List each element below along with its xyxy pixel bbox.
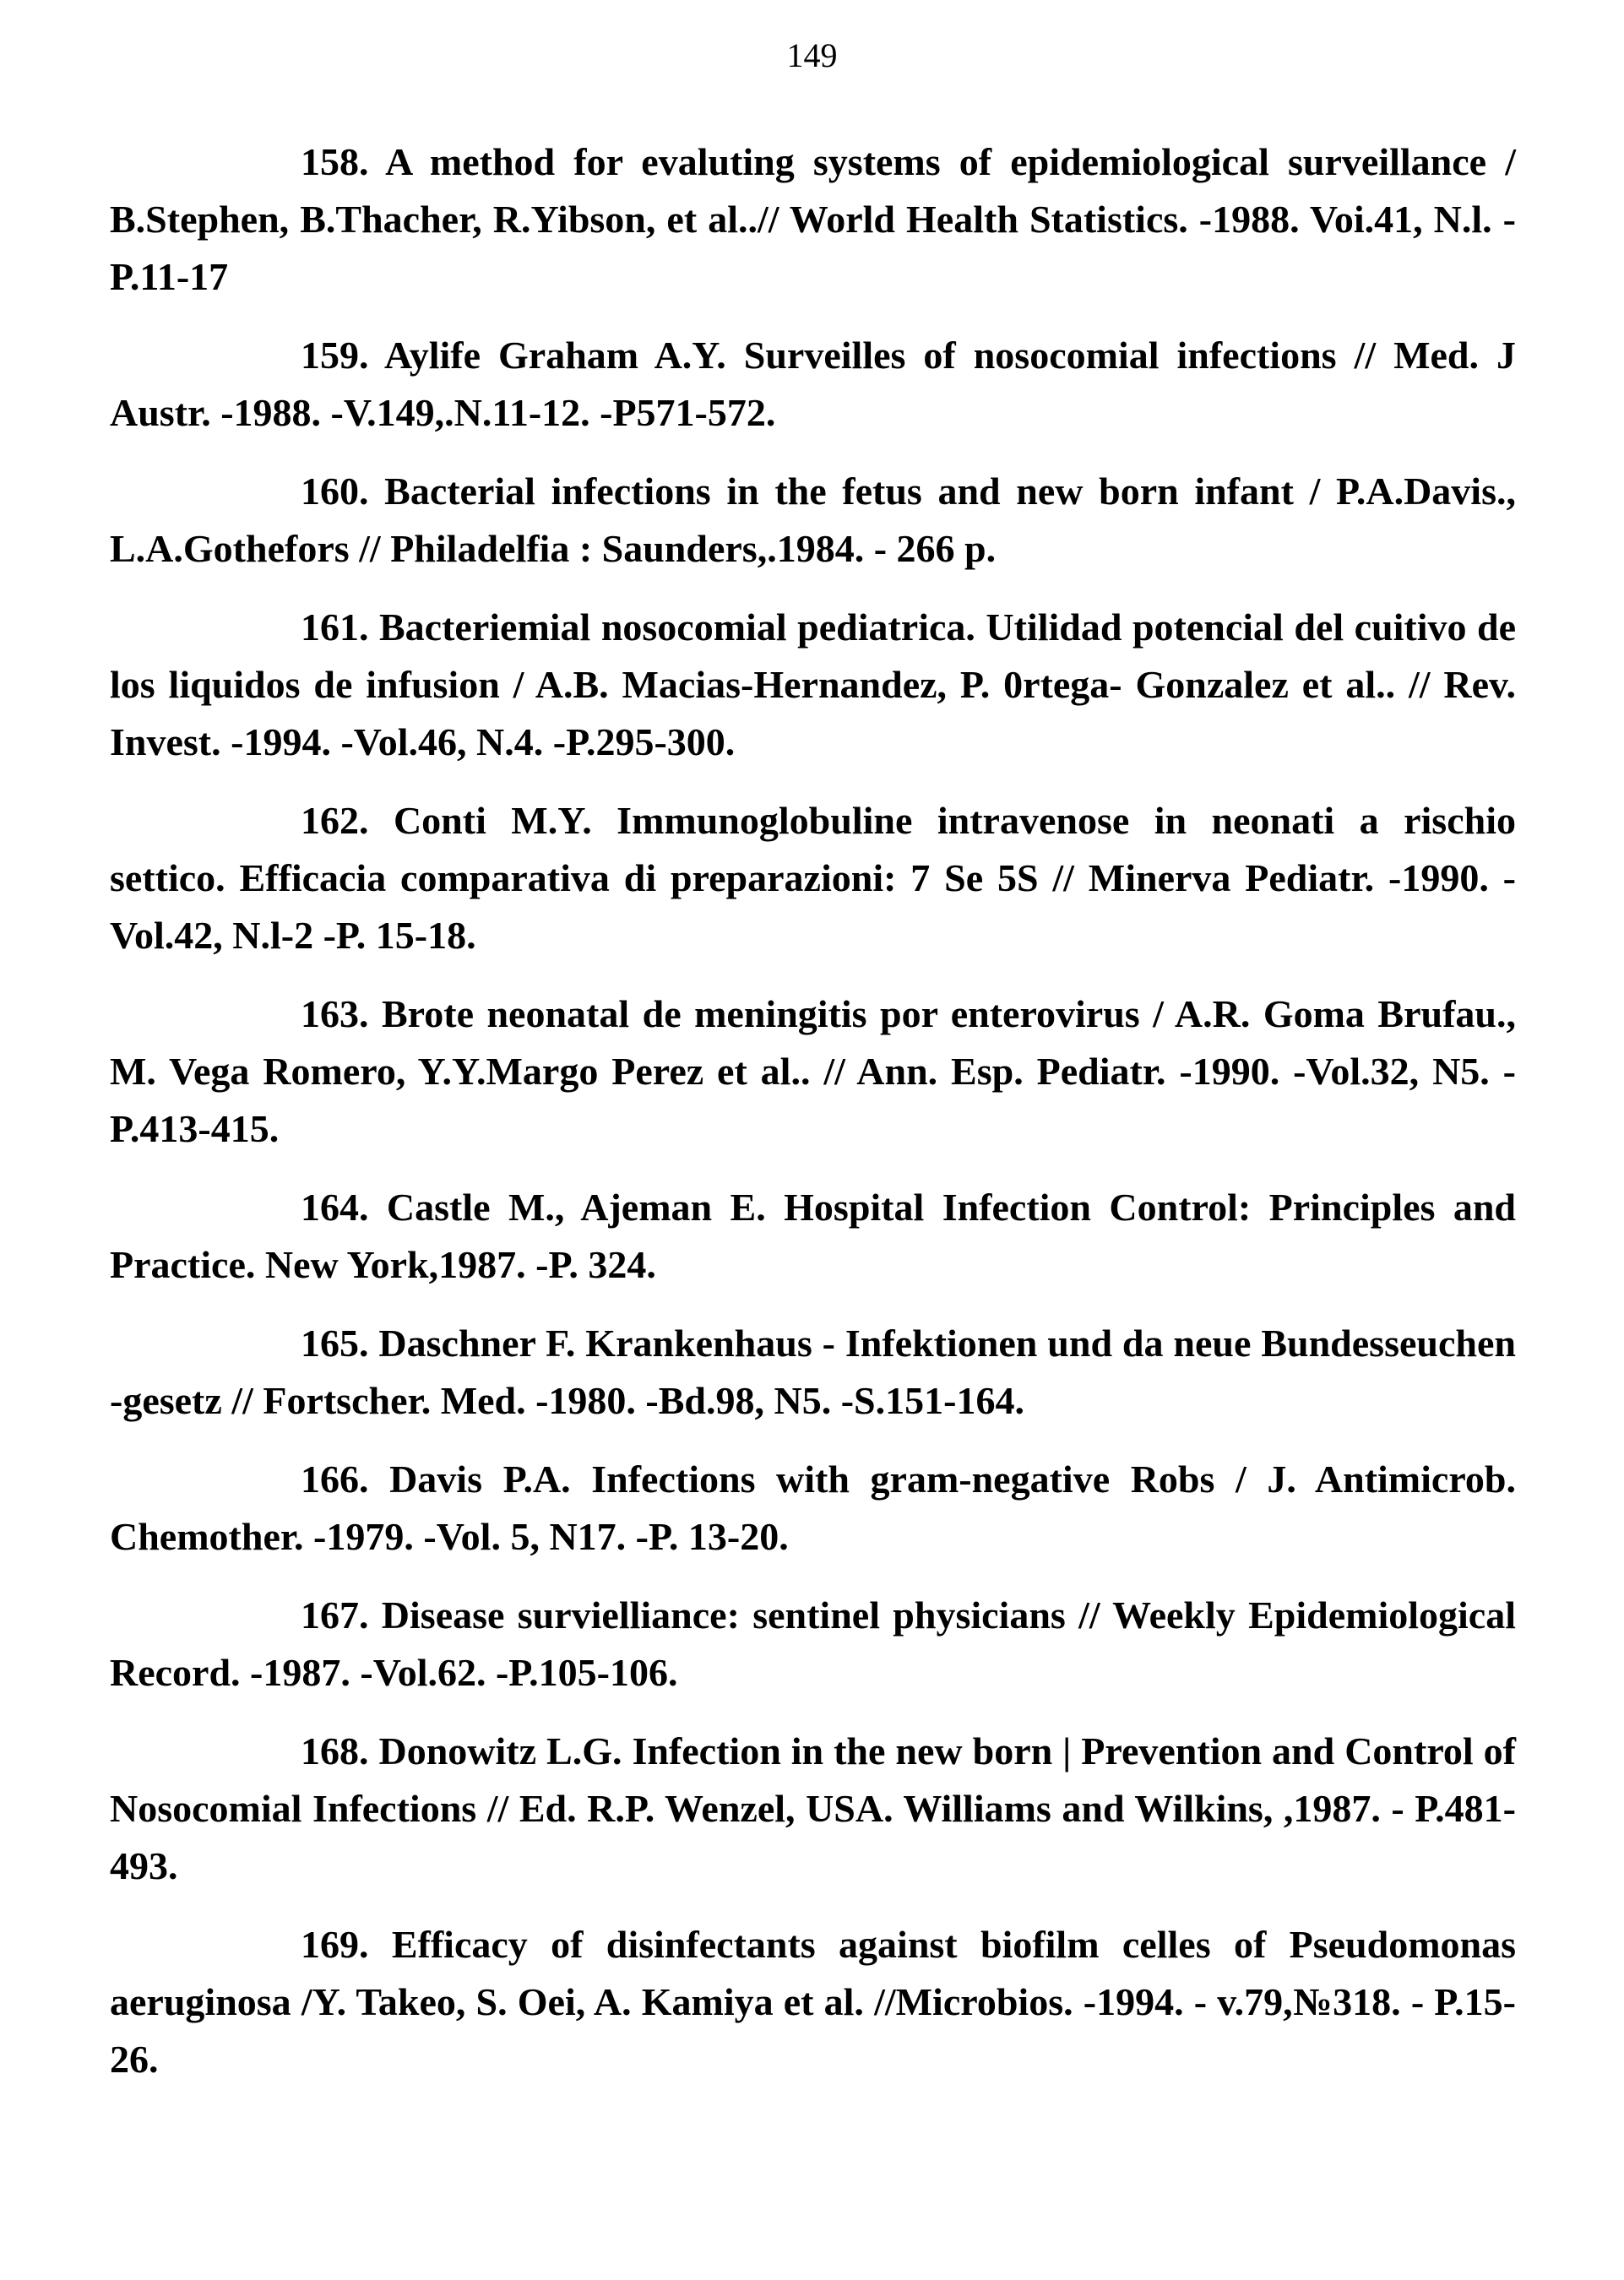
reference-165: 165. Daschner F. Krankenhaus - Infektionen und da neue Bundesseuchen -gesetz // Fortscher. Med. -1980. -Bd.98, N5. -S.151-164. (110, 1322, 1516, 1422)
reference-169: 169. Efficacy of disinfectants against biofilm celles of Pseudomonas aeruginosa /Y. Takeo, S. Oei, A. Kamiya et al. //Microbios. -1994. - v.79,№318. - P.15-26. (110, 1923, 1516, 2081)
reference-161: 161. Bacteriemial nosocomial pediatrica. Utilidad potencial del cuitivo de los liquidos de infusion / A.B. Macias-Hernandez, P. 0rtega- Gonzalez et al.. // Rev. Invest. -1994. -Vol.46, N.4. -P.295-300. (110, 605, 1516, 763)
reference-159: 159. Aylife Graham A.Y. Surveilles of nosocomial infections // Med. J Austr. -1988. -V.149,.N.11-12. -P571-572. (110, 334, 1516, 434)
reference-158: 158. A method for evaluting systems of epidemiological surveillance / B.Stephen, B.Thacher, R.Yibson, et al..// World Health Statistics. -1988. Voi.41, N.l. -P.11-17 (110, 140, 1516, 298)
reference-167: 167. Disease survielliance: sentinel physicians // Weekly Epidemiological Record. -1987. -Vol.62. -P.105-106. (110, 1593, 1516, 1694)
reference-162: 162. Conti M.Y. Immunoglobuline intravenose in neonati a rischio settico. Efficacia comparativa di preparazioni: 7 Se 5S // Minerva Pediatr. -1990. - Vol.42, N.l-2 -P. 15-18. (110, 799, 1516, 957)
reference-list (110, 133, 1516, 2109)
reference-163: 163. Brote neonatal de meningitis por enterovirus / A.R. Goma Brufau., M. Vega Romero, Y.Y.Margo Perez et al.. // Ann. Esp. Pediatr. -1990. -Vol.32, N5. -P.413-415. (110, 992, 1516, 1150)
reference-164: 164. Castle M., Ajeman E. Hospital Infection Control: Principles and Practice. New York,1987. -P. 324. (110, 1186, 1516, 1286)
reference-160: 160. Bacterial infections in the fetus and new born infant / P.A.Davis., L.A.Gothefors // Philadelfia : Saunders,.1984. - 266 p. (110, 470, 1516, 570)
reference-166: 166. Davis P.A. Infections with gram-negative Robs / J. Antimicrob. Chemother. -1979. -Vol. 5, N17. -P. 13-20. (110, 1458, 1516, 1558)
reference-168: 168. Donowitz L.G. Infection in the new born | Prevention and Control of Nosocomial Infections // Ed. R.P. Wenzel, USA. Williams and Wilkins, ,1987. - P.481-493. (110, 1729, 1516, 1887)
page-number: 149 (786, 36, 838, 74)
